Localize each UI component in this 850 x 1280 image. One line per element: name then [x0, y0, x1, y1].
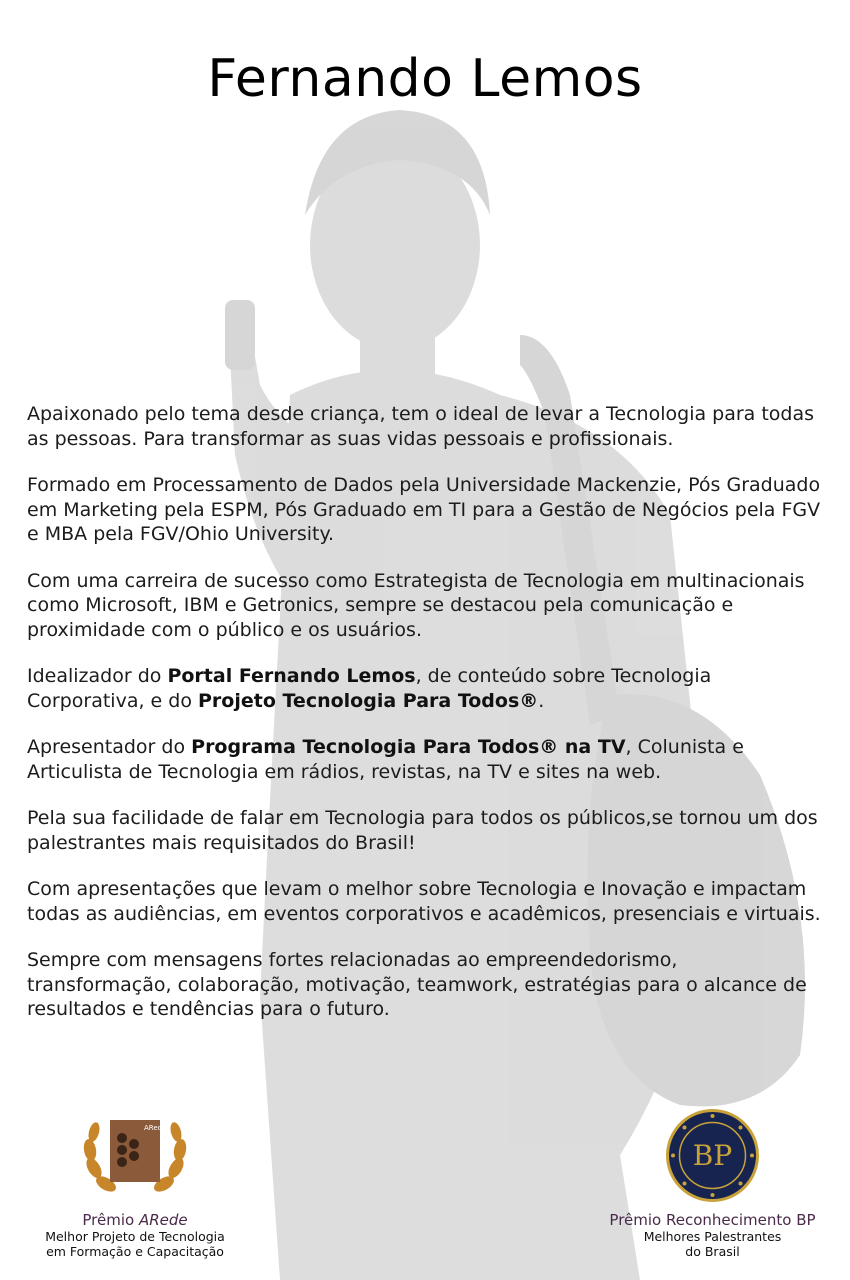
award-bp-line1: Melhores Palestrantes: [643, 1229, 782, 1244]
award-name-prefix: Prêmio: [82, 1211, 139, 1229]
bio-text: .: [538, 689, 545, 712]
seal-monogram: BP: [692, 1139, 733, 1172]
bio-paragraph: Formado em Processamento de Dados pela Universidade Mackenzie, Pós Graduado em Marketing pela ESPM, Pós Graduado em TI para a Gestão de Negócios pela FGV e MBA pela FGV/Ohio University.: [27, 474, 821, 545]
trophy-brand-text: ARede: [144, 1124, 167, 1132]
award-brand: ARede: [138, 1211, 188, 1229]
bio-paragraph: Com uma carreira de sucesso como Estrategista de Tecnologia em multinacionais como Microsoft, IBM e Getronics, sempre se destacou pela comunicação e proximidade com o público e os usuários.: [27, 569, 805, 641]
bio-paragraph: Com apresentações que levam o melhor sobre Tecnologia e Inovação e impactam todas as audiências, em eventos corporativos e acadêmicos, presenciais e virtuais.: [27, 878, 821, 925]
bp-seal-icon: [665, 1108, 760, 1203]
bio-paragraph: Pela sua facilidade de falar em Tecnologia para todos os públicos,se tornou um dos palestrantes mais requisitados do Brasil!: [27, 807, 818, 854]
bio-paragraph: [27, 735, 827, 784]
award-arede-name: [20, 1211, 250, 1229]
program-name: Programa Tecnologia Para Todos® na TV: [191, 736, 626, 758]
portal-name: Portal Fernando Lemos: [167, 665, 416, 687]
bio-text: Idealizador do: [27, 665, 168, 687]
bio-paragraph: Sempre com mensagens fortes relacionadas ao empreendedorismo, transformação, colaboração, motivação, teamwork, estratégias para o alcance de resultados e tendências para o futuro.: [27, 949, 807, 1020]
award-arede: [20, 1108, 250, 1259]
award-bp: [580, 1108, 845, 1259]
award-arede-line1: Melhor Projeto de Tecnologia: [45, 1229, 225, 1244]
bio-text: Apresentador do: [27, 736, 192, 758]
bio-paragraph: [27, 664, 827, 713]
laurel-trophy-icon: [80, 1108, 190, 1203]
bio-text: , Colunista e Articulista de Tecnologia em rádios, revistas, na TV e sites na web.: [27, 736, 744, 783]
award-arede-line2: em Formação e Capacitação: [46, 1244, 224, 1259]
bio-text: , de conteúdo sobre Tecnologia Corporativa, e do: [27, 665, 712, 712]
award-bp-line2: do Brasil: [685, 1244, 740, 1259]
bio-section: [27, 402, 827, 1044]
award-bp-name: Prêmio Reconhecimento BP: [609, 1211, 816, 1229]
project-name: Projeto Tecnologia Para Todos®: [198, 689, 539, 712]
page-title: Fernando Lemos: [207, 48, 643, 109]
bio-paragraph: Apaixonado pelo tema desde criança, tem o ideal de levar a Tecnologia para todas as pessoas. Para transformar as suas vidas pessoais e profissionais.: [27, 403, 815, 450]
